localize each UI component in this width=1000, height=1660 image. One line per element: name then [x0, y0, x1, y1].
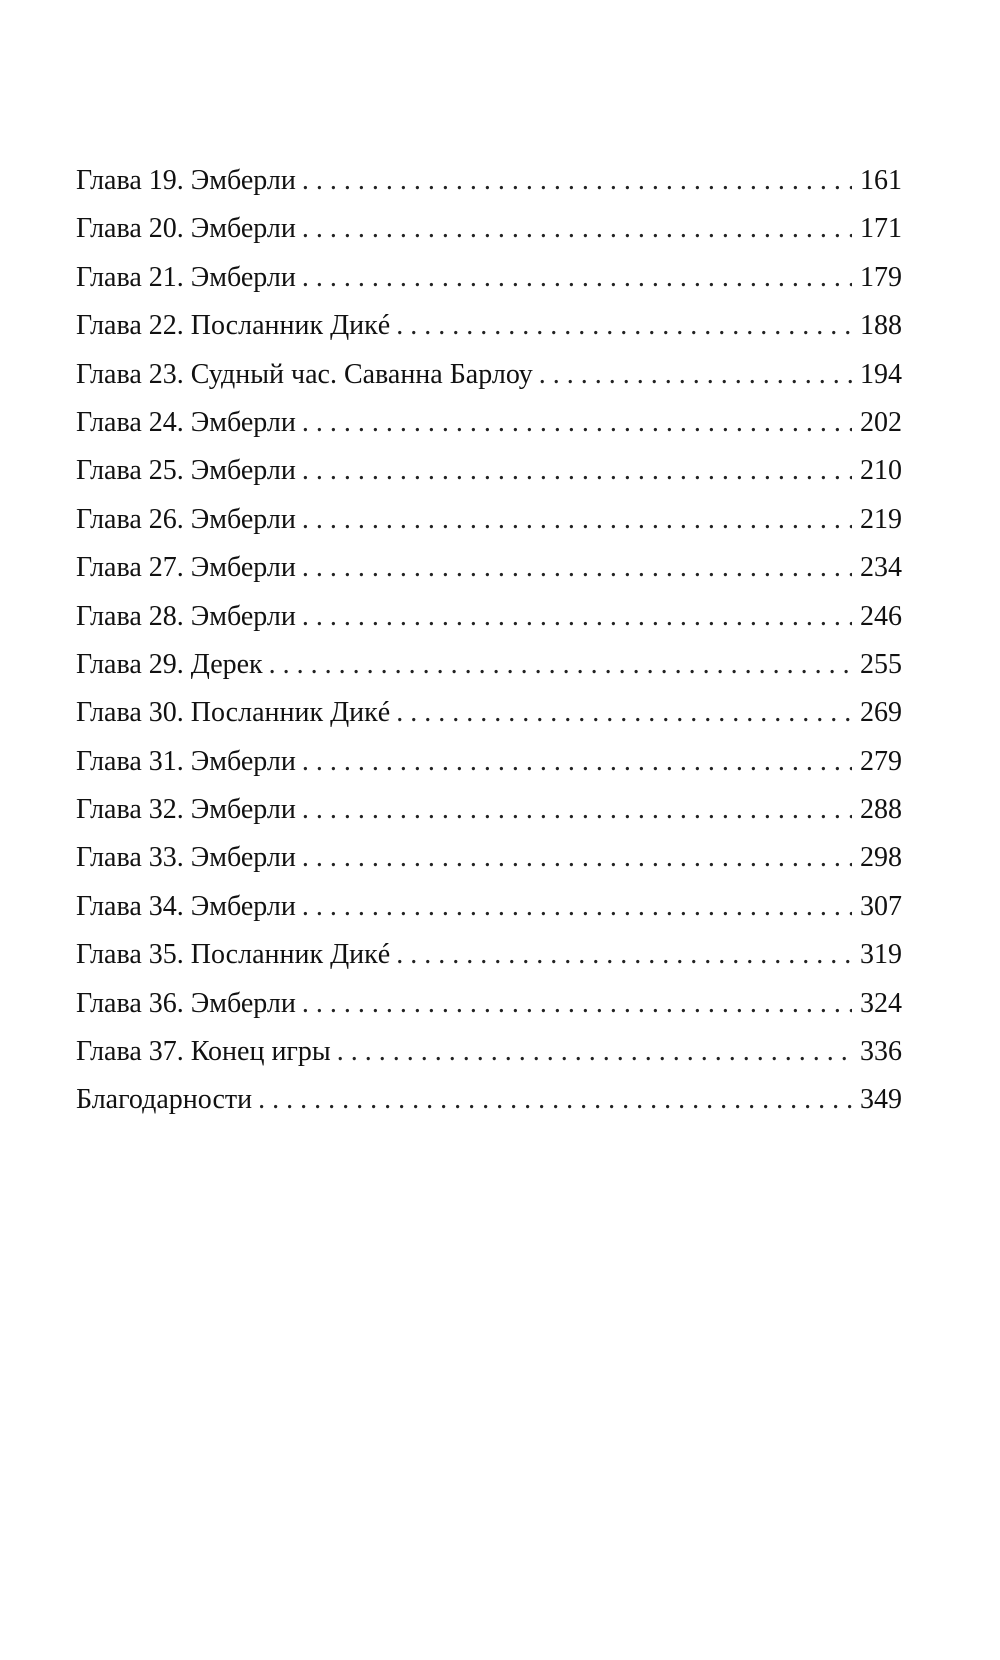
toc-entry-title: Глава 35. Посланник Дикé: [76, 939, 391, 971]
dot-leader: [337, 1035, 852, 1069]
toc-entry-ch19: [76, 164, 902, 212]
toc-entry-title: Глава 24. Эмберли: [76, 406, 296, 438]
dot-leader: [539, 358, 852, 392]
toc-entry-ch31: [76, 745, 902, 793]
toc-entry-page: 324: [860, 987, 902, 1019]
toc-entry-title: Глава 28. Эмберли: [76, 600, 296, 632]
dot-leader: [258, 1083, 852, 1117]
toc-entry-ch20: [76, 212, 902, 260]
toc-entry-acknowledgements: [76, 1083, 902, 1131]
dot-leader: [396, 938, 852, 972]
toc-entry-ch27: [76, 551, 902, 599]
toc-entry-title: Глава 25. Эмберли: [76, 455, 296, 487]
toc-entry-title: Глава 33. Эмберли: [76, 842, 296, 874]
toc-entry-page: 202: [860, 406, 902, 438]
toc-entry-title: Глава 31. Эмберли: [76, 745, 296, 777]
toc-entry-page: 194: [860, 358, 902, 390]
toc-entry-ch28: [76, 600, 902, 648]
dot-leader: [302, 745, 852, 779]
toc-entry-page: 349: [860, 1084, 902, 1116]
dot-leader: [302, 212, 852, 246]
toc-entry-page: 336: [860, 1036, 902, 1068]
dot-leader: [302, 261, 852, 295]
toc-entry-page: 234: [860, 552, 902, 584]
toc-entry-ch23: [76, 358, 902, 406]
toc-entry-title: Глава 29. Дерек: [76, 648, 263, 680]
toc-entry-ch34: [76, 890, 902, 938]
toc-entry-page: 246: [860, 600, 902, 632]
toc-entry-ch30: [76, 696, 902, 744]
toc-entry-ch26: [76, 503, 902, 551]
dot-leader: [269, 648, 852, 682]
toc-entry-ch35: [76, 938, 902, 986]
table-of-contents: [76, 164, 902, 1132]
toc-entry-ch37: [76, 1035, 902, 1083]
toc-entry-title: Глава 20. Эмберли: [76, 213, 296, 245]
dot-leader: [302, 406, 852, 440]
toc-entry-page: 210: [860, 455, 902, 487]
toc-entry-page: 288: [860, 794, 902, 826]
toc-entry-ch29: [76, 648, 902, 696]
toc-entry-ch33: [76, 841, 902, 889]
toc-entry-title: Благодарности: [76, 1084, 253, 1116]
dot-leader: [302, 890, 852, 924]
dot-leader: [302, 841, 852, 875]
dot-leader: [302, 551, 852, 585]
toc-entry-title: Глава 19. Эмберли: [76, 165, 296, 196]
toc-entry-page: 188: [860, 310, 902, 342]
toc-entry-title: Глава 23. Судный час. Саванна Барлоу: [76, 358, 533, 390]
toc-entry-title: Глава 22. Посланник Дикé: [76, 310, 391, 342]
dot-leader: [302, 454, 852, 488]
dot-leader: [396, 696, 852, 730]
toc-entry-page: 319: [860, 939, 902, 971]
toc-entry-title: Глава 27. Эмберли: [76, 552, 296, 584]
toc-entry-title: Глава 21. Эмберли: [76, 261, 296, 293]
toc-entry-title: Глава 34. Эмберли: [76, 890, 296, 922]
toc-entry-page: 307: [860, 890, 902, 922]
dot-leader: [302, 164, 852, 198]
toc-entry-ch24: [76, 406, 902, 454]
toc-entry-page: 255: [860, 648, 902, 680]
toc-entry-title: Глава 30. Посланник Дикé: [76, 697, 391, 729]
toc-entry-title: Глава 32. Эмберли: [76, 794, 296, 826]
toc-entry-title: Глава 26. Эмберли: [76, 503, 296, 535]
toc-entry-page: 161: [860, 165, 902, 196]
toc-entry-ch36: [76, 987, 902, 1035]
dot-leader: [302, 600, 852, 634]
toc-entry-page: 219: [860, 503, 902, 535]
dot-leader: [302, 987, 852, 1021]
toc-entry-ch21: [76, 261, 902, 309]
dot-leader: [302, 503, 852, 537]
toc-entry-page: 171: [860, 213, 902, 245]
toc-entry-title: Глава 36. Эмберли: [76, 987, 296, 1019]
toc-entry-ch25: [76, 454, 902, 502]
toc-entry-ch32: [76, 793, 902, 841]
toc-entry-page: 298: [860, 842, 902, 874]
toc-entry-title: Глава 37. Конец игры: [76, 1036, 331, 1068]
toc-entry-page: 269: [860, 697, 902, 729]
dot-leader: [396, 309, 852, 343]
dot-leader: [302, 793, 852, 827]
toc-entry-page: 179: [860, 261, 902, 293]
toc-entry-ch22: [76, 309, 902, 357]
toc-entry-page: 279: [860, 745, 902, 777]
